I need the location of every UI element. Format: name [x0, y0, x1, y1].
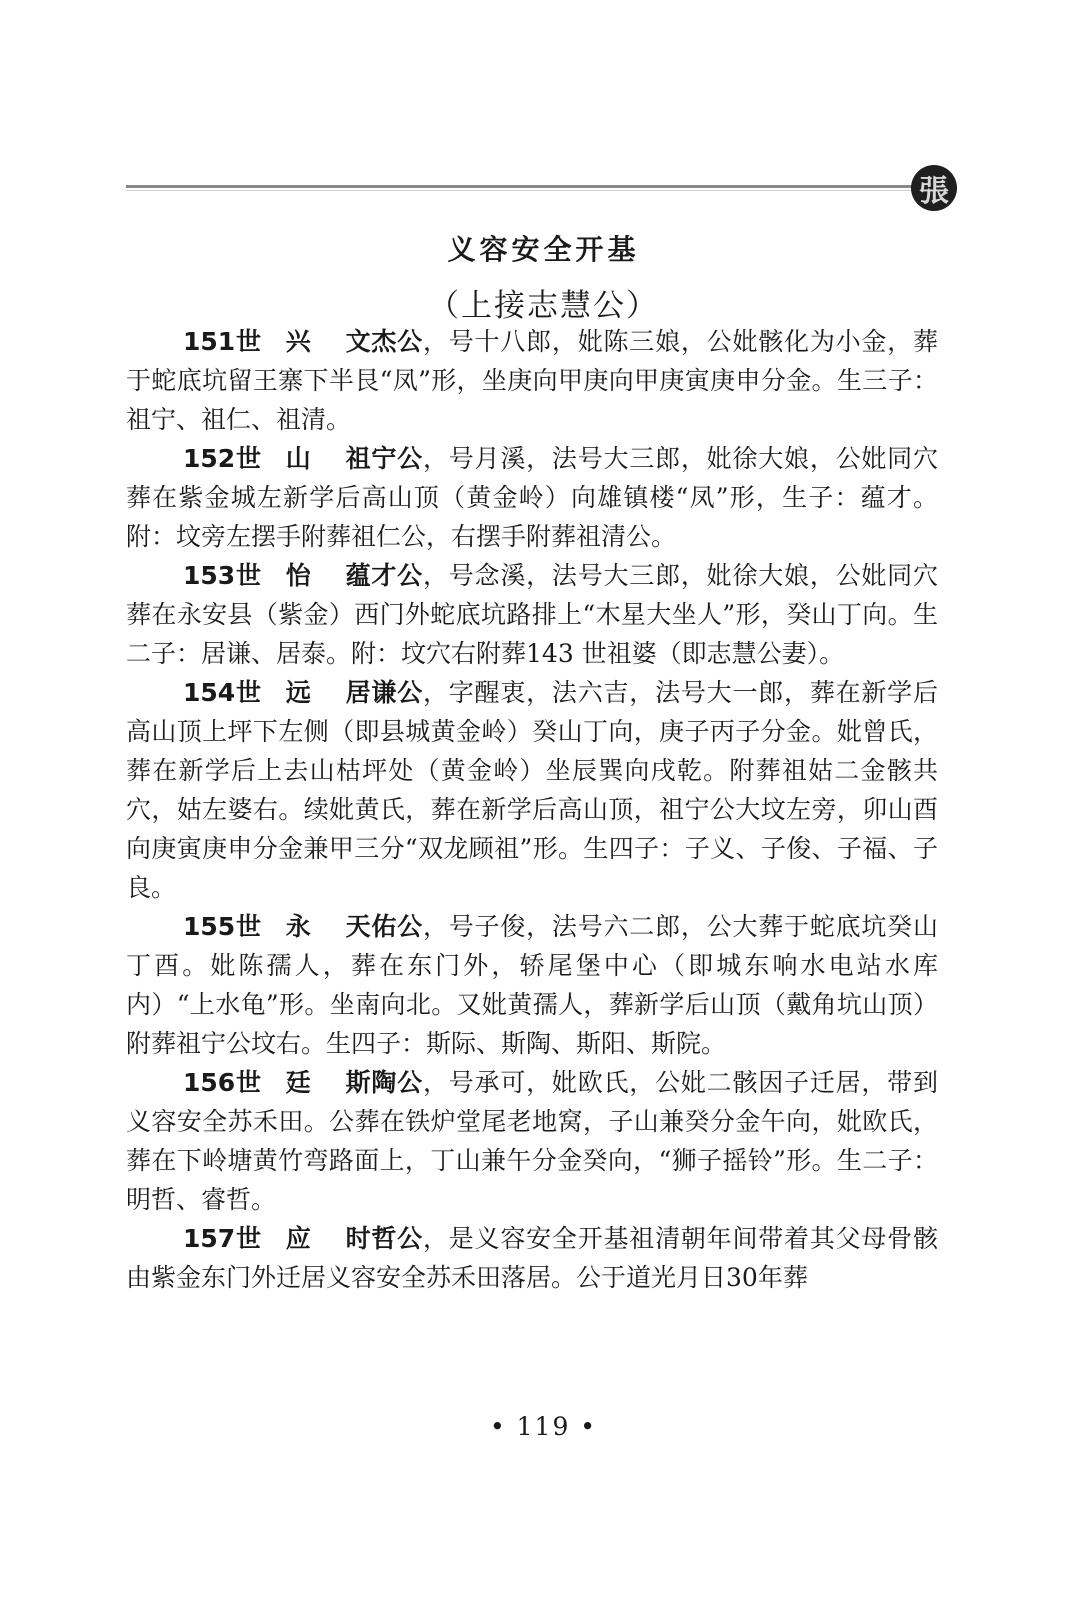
- entry-heading: [183, 1224, 423, 1253]
- entry-text: ，字醒衷，法六吉，法号大一郎，葬在新学后高山顶上坪下左侧（即县城黄金岭）癸山丁向，庚子丙子分金。妣曾氏，葬在新学后上去山枯坪处（黄金岭）坐辰巽向戌乾。附葬祖姑二金骸共穴，姑左婆右。续妣黄氏，葬在新学后高山顶，祖宁公大坟左旁，卯山酉向庚寅庚申分金兼甲三分“双龙顾祖”形。生四子：子义、子俊、子福、子良。: [126, 678, 938, 902]
- generation-character: 兴: [285, 327, 312, 356]
- page-number: • 119 •: [489, 1412, 598, 1441]
- entry-153: [126, 556, 938, 673]
- ancestor-name: 祖宁公: [345, 444, 423, 473]
- entry-heading: [183, 678, 423, 707]
- zhang-seal-icon: 張: [911, 165, 957, 211]
- entry-heading: [183, 327, 423, 356]
- entry-156: [126, 1063, 938, 1219]
- generation-character: 怡: [285, 561, 312, 590]
- generation-number: 157世: [183, 1224, 262, 1253]
- entry-text: ，号月溪，法号大三郎，妣徐大娘，公妣同穴葬在紫金城左新学后高山顶（黄金岭）向雄镇楼“凤”形，生子：蕴才。附：坟旁左摆手附葬祖仁公，右摆手附葬祖清公。: [126, 444, 938, 551]
- ancestor-name: 斯陶公: [345, 1068, 423, 1097]
- ancestor-name: 天佑公: [345, 912, 423, 941]
- generation-character: 永: [285, 912, 312, 941]
- generation-number: 152世: [183, 444, 262, 473]
- generation-number: 153世: [183, 561, 262, 590]
- entry-text: ，是义容安全开基祖清朝年间带着其父母骨骸由紫金东门外迁居义容安全苏禾田落居。公于道光月日30年葬: [126, 1224, 938, 1292]
- entry-152: [126, 439, 938, 556]
- entry-heading: [183, 912, 423, 941]
- entry-heading: [183, 1068, 423, 1097]
- ancestor-name: 时哲公: [345, 1224, 423, 1253]
- entry-text: ，号十八郎，妣陈三娘，公妣骸化为小金，葬于蛇底坑留王寨下半艮“凤”形，坐庚向甲庚向甲庚寅庚申分金。生三子：祖宁、祖仁、祖清。: [126, 327, 938, 434]
- entry-157: [126, 1219, 938, 1297]
- ancestor-name: 蕴才公: [345, 561, 423, 590]
- entry-text: ，号承可，妣欧氏，公妣二骸因子迁居，带到义容安全苏禾田。公葬在铁炉堂尾老地窝，子山兼癸分金午向，妣欧氏，葬在下岭塘黄竹弯路面上，丁山兼午分金癸向，“狮子摇铃”形。生二子：明哲、睿哲。: [126, 1068, 938, 1214]
- generation-character: 山: [285, 444, 312, 473]
- entry-151: [126, 322, 938, 439]
- generation-number: 155世: [183, 912, 262, 941]
- entry-154: [126, 673, 938, 907]
- entry-text: ，号念溪，法号大三郎，妣徐大娘，公妣同穴葬在永安县（紫金）西门外蛇底坑路排上“木星大坐人”形，癸山丁向。生二子：居谦、居泰。附：坟穴右附葬143 世祖婆（即志慧公妻）。: [126, 561, 938, 668]
- page-title: 义容安全开基: [447, 233, 640, 266]
- generation-number: 151世: [183, 327, 262, 356]
- genealogy-body: [126, 322, 938, 1297]
- entry-heading: [183, 561, 423, 590]
- ancestor-name: 文杰公: [345, 327, 423, 356]
- generation-character: 廷: [285, 1068, 312, 1097]
- header-rule: [126, 185, 916, 188]
- ancestor-name: 居谦公: [345, 678, 423, 707]
- entry-heading: [183, 444, 423, 473]
- generation-number: 156世: [183, 1068, 262, 1097]
- generation-character: 应: [285, 1224, 312, 1253]
- page-subtitle: （上接志慧公）: [428, 288, 659, 324]
- generation-character: 远: [285, 678, 312, 707]
- generation-number: 154世: [183, 678, 262, 707]
- entry-text: ，号子俊，法号六二郎，公大葬于蛇底坑癸山丁酉。妣陈孺人，葬在东门外，轿尾堡中心（即城东响水电站水库内）“上水龟”形。坐南向北。又妣黄孺人，葬新学后山顶（戴角坑山顶）附葬祖宁公坟右。生四子：斯际、斯陶、斯阳、斯院。: [126, 912, 938, 1058]
- entry-155: [126, 907, 938, 1063]
